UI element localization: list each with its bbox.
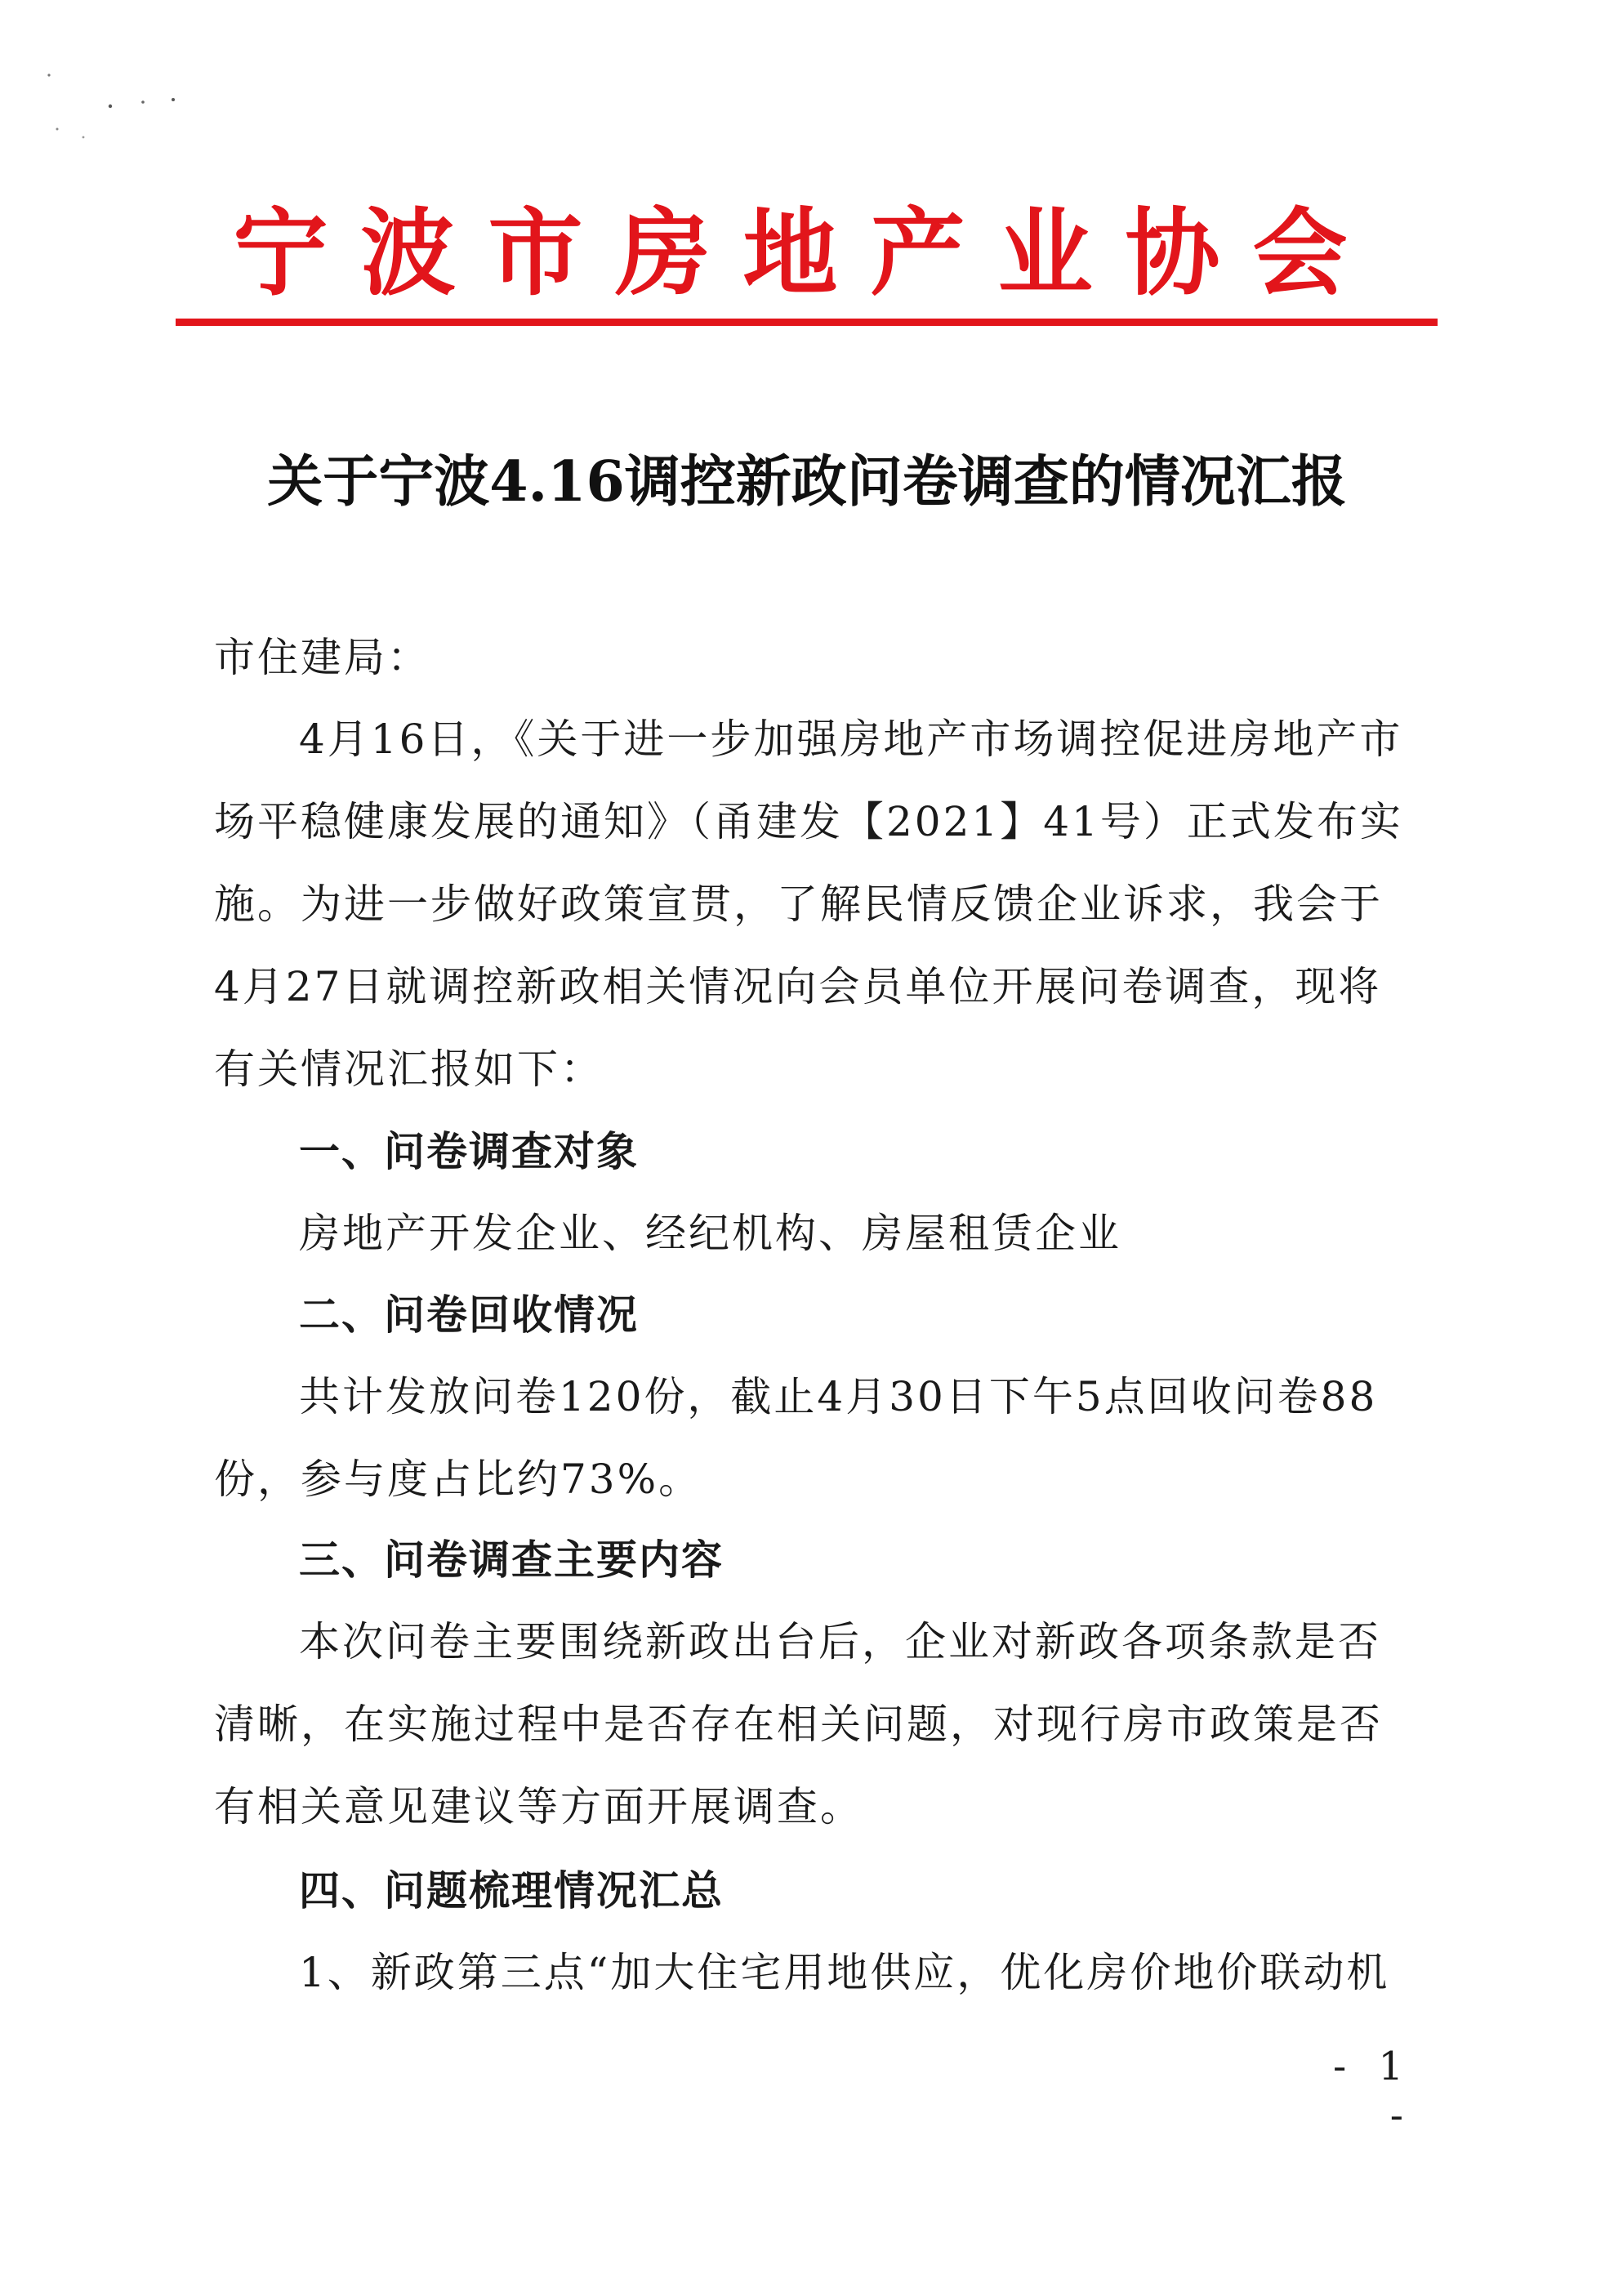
salutation: 市住建局： xyxy=(214,634,430,681)
section-content-3: 本次问卷主要围绕新政出台后，企业对新政各项条款是否清晰，在实施过程中是否存在相关问题，对现行房市政策是否有相关意见建议等方面开展调查。 xyxy=(214,1618,1383,1830)
scan-specks xyxy=(33,65,180,163)
section-heading-2: 二、问卷回收情况 xyxy=(299,1291,639,1339)
letterhead-rule xyxy=(176,319,1438,326)
section-content-1: 房地产开发企业、经纪机构、房屋租赁企业 xyxy=(299,1210,1121,1257)
section-heading-4: 四、问题梳理情况汇总 xyxy=(299,1867,724,1915)
letterhead xyxy=(176,196,1438,327)
page-number: - 1 - xyxy=(1332,2044,1413,2138)
document-title: 关于宁波4.16调控新政问卷调查的情况汇报 xyxy=(267,449,1347,515)
intro-paragraph: 4月16日，《关于进一步加强房地产市场调控促进房地产市场平稳健康发展的通知》（甬建发【2021】41号）正式发布实施。为进一步做好政策宣贯，了解民情反馈企业诉求，我会于4月27日就调控新政相关情况向会员单位开展问卷调查，现将有关情况汇报如下： xyxy=(214,716,1403,1093)
organization-name: 宁波市房地产业协会 xyxy=(233,198,1380,309)
section-heading-1: 一、问卷调查对象 xyxy=(299,1128,639,1175)
section-heading-3: 三、问卷调查主要内容 xyxy=(299,1536,724,1584)
section-content-4: 1、新政第三点“加大住宅用地供应，优化房价地价联动机 xyxy=(299,1949,1390,1996)
section-content-2: 共计发放问卷120份，截止4月30日下午5点回收问卷88份，参与度占比约73%。 xyxy=(214,1373,1378,1503)
